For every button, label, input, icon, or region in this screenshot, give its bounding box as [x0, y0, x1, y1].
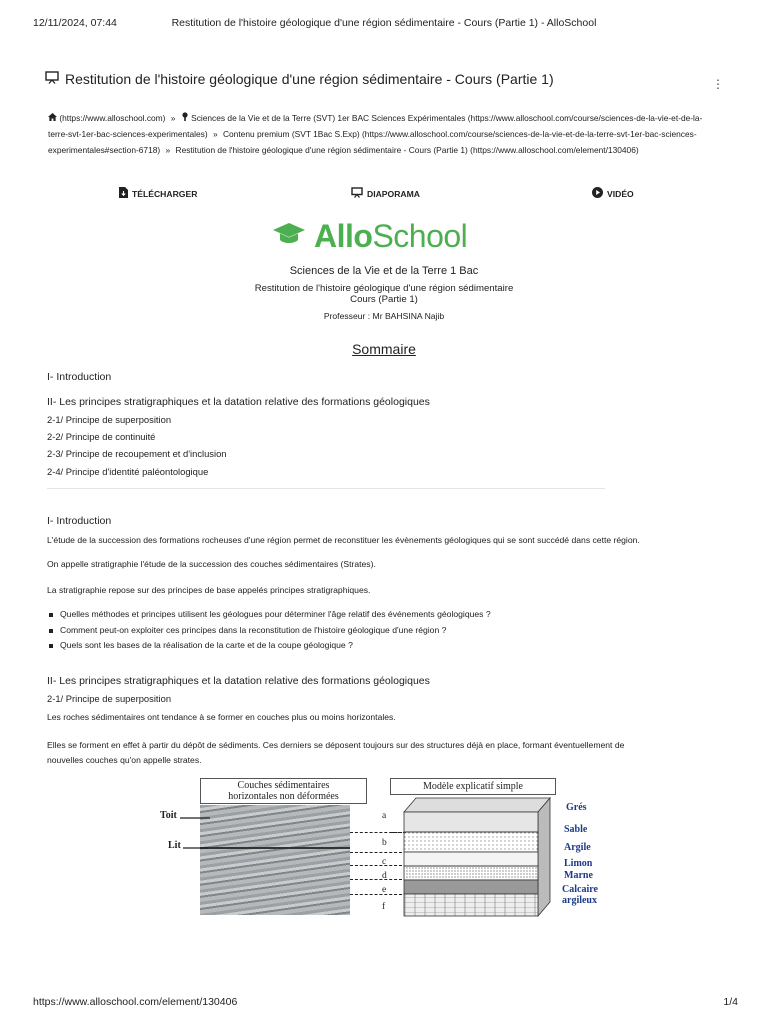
layer-letter: e	[382, 885, 387, 895]
summary-item[interactable]: 2-3/ Principe de recoupement et d'inclusion	[47, 448, 227, 459]
question-list	[47, 609, 491, 656]
label-lit: Lit	[168, 840, 181, 851]
breadcrumb-separator: »	[170, 113, 176, 123]
layer-limon	[404, 866, 538, 880]
logo-bold: Allo	[314, 218, 373, 254]
logo-regular: School	[372, 218, 468, 254]
breadcrumb	[48, 110, 720, 158]
dashed-link	[350, 894, 402, 895]
home-icon[interactable]	[48, 113, 59, 123]
presentation-icon	[45, 71, 59, 87]
alloschool-logo	[272, 218, 467, 255]
graduation-cap-icon	[272, 221, 306, 252]
kebab-menu-icon[interactable]: ⋮	[712, 77, 724, 91]
summary-item[interactable]: 2-1/ Principe de superposition	[47, 414, 172, 425]
layer-label: Marne	[564, 870, 593, 881]
paragraph: La stratigraphie repose sur des principes de base appelés principes stratigraphiques.	[47, 585, 371, 595]
page-number: 1/4	[723, 996, 738, 1008]
paragraph-line: nouvelles couches qu'on appelle strates.	[47, 755, 202, 765]
paragraph: L'étude de la succession des formations rocheuses d'une région permet de reconstituer les évènements géologiques qui se sont succédé dans cette région.	[47, 535, 640, 545]
paragraph-line: Elles se forment en effet à partir du dépôt de sédiments. Ces derniers se déposent toujours sur des structures déjà en place, formant éventuellement de	[47, 740, 625, 750]
layer-sable	[404, 832, 538, 852]
breadcrumb-separator: »	[165, 145, 171, 155]
dashed-link	[350, 879, 402, 880]
layer-calcaire	[404, 894, 538, 916]
layer-label: Calcaire argileux	[562, 884, 598, 906]
summary-item[interactable]: II- Les principes stratigraphiques et la datation relative des formations géologiques	[47, 396, 430, 408]
presentation-icon	[351, 187, 363, 200]
paragraph	[47, 738, 727, 768]
layer-label: Limon	[564, 858, 593, 869]
layer-letter: a	[382, 811, 387, 821]
layer-letter: c	[382, 857, 387, 867]
list-item: Quels sont les bases de la réalisation de la carte et de la coupe géologique ?	[47, 640, 491, 656]
download-label: TÉLÉCHARGER	[132, 188, 198, 199]
print-title: Restitution de l'histoire géologique d'une région sédimentaire - Cours (Partie 1) - AlloSchool	[171, 17, 597, 29]
subsection-heading: 2-1/ Principe de superposition	[47, 693, 172, 704]
summary-item[interactable]: 2-2/ Principe de continuité	[47, 431, 156, 442]
paragraph: Les roches sédimentaires ont tendance à se former en couches plus ou moins horizontales.	[47, 712, 396, 722]
layer-argile	[404, 852, 538, 866]
layer-label: Grés	[566, 802, 587, 813]
layer-letter: f	[382, 902, 386, 912]
layer-letter: d	[382, 871, 387, 881]
slideshow-button[interactable]	[351, 187, 420, 200]
footer-url: https://www.alloschool.com/element/130406	[33, 996, 238, 1008]
divider	[47, 488, 605, 489]
dashed-link	[350, 865, 402, 866]
lesson-line-2: Cours (Partie 1)	[350, 294, 418, 305]
block-model	[400, 792, 560, 922]
label-toit: Toit	[160, 810, 177, 821]
summary-item[interactable]: 2-4/ Principe d'identité paléontologique	[47, 466, 209, 477]
summary-item[interactable]: I- Introduction	[47, 371, 112, 383]
section-heading: II- Les principes stratigraphiques et la datation relative des formations géologiques	[47, 675, 430, 687]
block-side	[538, 798, 550, 916]
teacher-name: Professeur : Mr BAHSINA Najib	[323, 311, 445, 321]
layer-gres	[404, 812, 538, 832]
stratigraphy-figure	[150, 772, 620, 927]
video-button[interactable]	[592, 187, 634, 200]
breadcrumb-home[interactable]: (https://www.alloschool.com)	[59, 113, 166, 123]
section-heading: I- Introduction	[47, 515, 112, 527]
dashed-link	[350, 852, 402, 853]
lesson-title	[0, 283, 768, 305]
caption-line: Couches sédimentaires	[237, 780, 330, 791]
breadcrumb-course[interactable]: Sciences de la Vie et de la Terre (SVT) 1er BAC Sciences Expérimentales (https://www.alloschool.com/course/sciences-de-la-vie-et-de-la-terre-svt-1er-bac-sciences-experimentales)	[48, 113, 703, 139]
print-date: 12/11/2024, 07:44	[33, 17, 117, 29]
breadcrumb-section[interactable]: Contenu premium (SVT 1Bac S.Exp) (https://www.alloschool.com/course/sciences-de-la-vie-et-de-la-terre-svt-1er-bac-sciences-experimentales#section-6718)	[48, 129, 697, 155]
figure-caption-right: Modèle explicatif simple	[390, 778, 556, 795]
play-icon	[592, 187, 603, 200]
download-icon	[119, 187, 128, 200]
breadcrumb-separator: »	[212, 129, 218, 139]
page-title-text: Restitution de l'histoire géologique d'une région sédimentaire - Cours (Partie 1)	[65, 71, 554, 87]
layer-marne	[404, 880, 538, 894]
subject-title: Sciences de la Vie et de la Terre 1 Bac	[289, 265, 479, 277]
logo-wordmark	[314, 218, 467, 255]
layer-label: Sable	[564, 824, 588, 835]
caption-line: horizontales non déformées	[228, 791, 339, 802]
block-top	[404, 798, 550, 812]
layer-letter: b	[382, 838, 387, 848]
page-title	[45, 71, 554, 87]
slideshow-label: DIAPORAMA	[367, 188, 420, 199]
video-label: VIDÉO	[607, 188, 634, 199]
biology-icon	[181, 113, 191, 123]
download-button[interactable]	[119, 187, 197, 200]
summary-title: Sommaire	[352, 341, 416, 357]
list-item: Quelles méthodes et principes utilisent les géologues pour déterminer l'âge relatif des événements géologiques ?	[47, 609, 491, 625]
layer-label: Argile	[564, 842, 591, 853]
lesson-line-1: Restitution de l'histoire géologique d'une région sédimentaire	[254, 283, 514, 294]
list-item: Comment peut-on exploiter ces principes dans la reconstitution de l'histoire géologique d'une région ?	[47, 625, 491, 641]
breadcrumb-element[interactable]: Restitution de l'histoire géologique d'une région sédimentaire - Cours (Partie 1) (https://www.alloschool.com/element/130406)	[175, 145, 639, 155]
paragraph: On appelle stratigraphie l'étude de la succession des couches sédimentaires (Strates).	[47, 559, 376, 569]
